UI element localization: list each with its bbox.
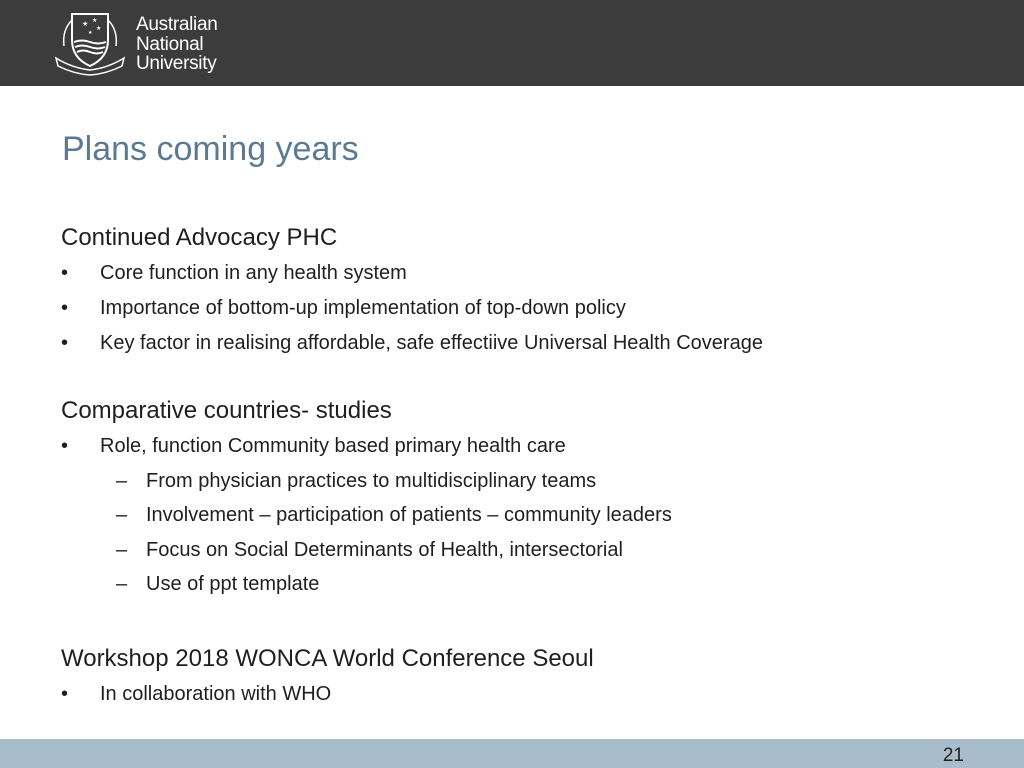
dash-marker: – [116,504,128,526]
footer-bar [0,739,1024,768]
bullet-marker: • [61,297,69,319]
logo-line-2: National [136,33,204,55]
logo-line-1: Australian [136,14,218,35]
sub-bullet-item: Use of ppt template [146,573,320,595]
svg-text:★: ★ [92,17,98,24]
anu-logo [52,10,232,76]
section-heading-workshop: Workshop 2018 WONCA World Conference Seoul [61,645,594,672]
bullet-marker: • [61,262,69,284]
bullet-item: Role, function Community based primary health care [100,435,566,457]
bullet-item: Importance of bottom-up implementation of top-down policy [100,297,626,319]
bullet-item: In collaboration with WHO [100,683,332,705]
svg-text:★: ★ [96,25,102,32]
section-heading-advocacy: Continued Advocacy PHC [61,224,338,251]
bullet-item: Key factor in realising affordable, safe effectiive Universal Health Coverage [100,332,763,354]
section-heading-comparative: Comparative countries- studies [61,397,392,424]
svg-text:★: ★ [82,20,89,28]
sub-bullet-item: Involvement – participation of patients – community leaders [146,504,672,526]
sub-bullet-item: Focus on Social Determinants of Health, intersectorial [146,539,623,561]
dash-marker: – [116,470,128,492]
logo-wordmark [136,15,218,74]
bullet-marker: • [61,683,69,705]
dash-marker: – [116,573,128,595]
header-bar [0,0,1024,86]
bullet-marker: • [61,332,69,354]
bullet-item: Core function in any health system [100,262,407,284]
slide-title: Plans coming years [62,130,359,168]
sub-bullet-item: From physician practices to multidisciplinary teams [146,470,597,492]
bullet-marker: • [61,435,69,457]
svg-text:★: ★ [88,30,93,36]
slide-number: 21 [942,745,964,766]
logo-line-3: University [136,53,217,74]
anu-crest-icon [52,10,128,76]
dash-marker: – [116,539,128,561]
